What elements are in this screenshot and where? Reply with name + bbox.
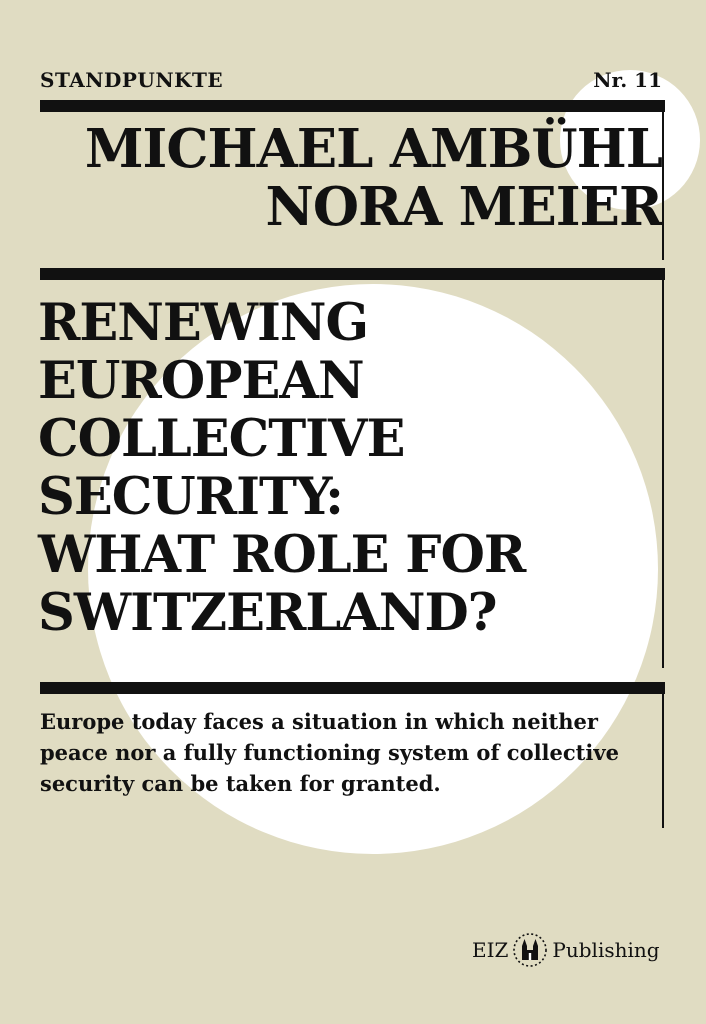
publisher-name: Publishing [552,938,660,962]
publisher-prefix: EIZ [472,938,509,962]
rule-top [40,100,665,112]
eiz-cathedral-logo-icon [512,932,548,968]
author-name: MICHAEL AMBÜHL [84,118,662,180]
abstract-text: Europe today faces a situation in which neither peace nor a fully functioning system of collective security can be taken for granted. [40,709,619,796]
issue-number: Nr. 11 [593,68,662,92]
rule-vertical-authors [662,100,664,260]
title-line: EUROPEAN [38,351,364,411]
rule-title [40,268,665,280]
rule-vertical-abstract [662,682,664,828]
publisher-mark [472,930,660,970]
title-line: SECURITY: [38,467,343,527]
title-line: WHAT ROLE FOR [38,525,526,585]
rule-abstract [40,682,665,694]
authors [36,120,662,236]
title-line: COLLECTIVE [38,409,405,469]
rule-vertical-title [662,268,664,668]
title-line: RENEWING [38,293,369,353]
author-name: NORA MEIER [265,176,662,238]
book-title [38,294,658,642]
series-label: STANDPUNKTE [40,68,224,92]
title-line: SWITZERLAND? [38,583,497,643]
